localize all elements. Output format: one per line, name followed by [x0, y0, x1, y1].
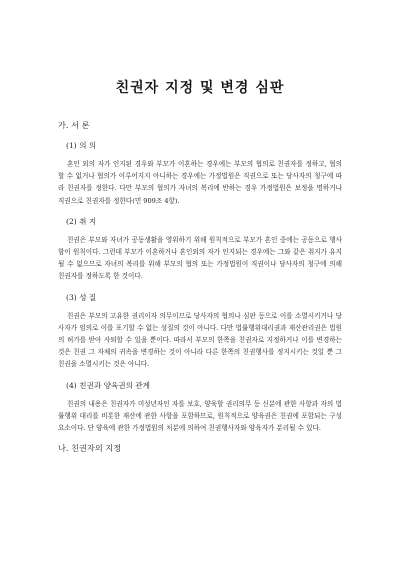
- paragraph-2: 친권은 부모와 자녀가 공동생활을 영위하기 위해 원칙적으로 부모가 혼인 중에는 공동으로 행사함이 원칙이다. 그런데 부모가 이혼하거나 혼인외의 자가 인지되는 경우에는 그와 같은 취지가 유지될 수 없으므로 자녀의 복리를 위해 부모의 협의 또는 가정법원이 직권이나 당사자의 청구에 의해 친권자를 정하도록 한 것이다.: [58, 235, 342, 281]
- paragraph-4: 친권의 내용은 친권자가 미성년자인 자를 보호, 양육할 권리의무 등 신분에 관한 사항과 자의 법률행위 대리를 비롯한 재산에 관한 사항을 포함하므로, 원칙적으로 양육권은 친권에 포함되는 구성요소이다. 단 양육에 관한 가정법원의 처분에 의하여 친권행사자와 양육자가 분리될 수 있다.: [58, 399, 342, 433]
- subsection-heading-2: (2) 취 지: [66, 216, 97, 226]
- section-heading-na: 나. 친권자의 지정: [58, 443, 122, 454]
- subsection-heading-1: (1) 의 의: [66, 141, 97, 150]
- document-body: [58, 120, 342, 463]
- paragraph-1: 혼인 외의 자가 인지된 경우와 부모가 이혼하는 경우에는 부모의 협의로 친권자를 정하고, 협의할 수 없거나 협의가 이루어지지 아니하는 경우에는 가정법원은 직권으로 또는 당사자의 청구에 따라 친권자를 정한다. 다만 부모의 협의가 자녀의 복리에 반하는 경우 가정법원은 보정을 명하거나 직권으로 친권자를 정한다(민 909조 4항).: [58, 160, 342, 205]
- paragraph-3: 친권은 부모의 고유한 권리이자 의무이므로 당사자의 협의나 심판 등으로 이를 소멸시키거나 당사자가 임의로 이를 포기할 수 없는 성질의 것이 아니다. 다만 법률행위대리권과 재산관리권은 법원의 허가를 받아 사퇴할 수 있을 뿐이다. 따라서 부모의 한쪽을 친권자로 지정하거나 이를 변경하는 것은 친권 그 자체의 귀속을 변경하는 것이 아니라 다른 한쪽의 친권행사를 정지시키는 것일 뿐 그 친권을 소멸시키는 것은 아니다.: [58, 311, 342, 369]
- document-title: 친권자 지정 및 변경 심판: [115, 80, 285, 96]
- section-heading-ga: 가. 서 론: [58, 120, 90, 130]
- subsection-heading-3: (3) 성 질: [66, 292, 97, 302]
- subsection-heading-4: (4) 친권과 양육권의 관계: [66, 380, 151, 390]
